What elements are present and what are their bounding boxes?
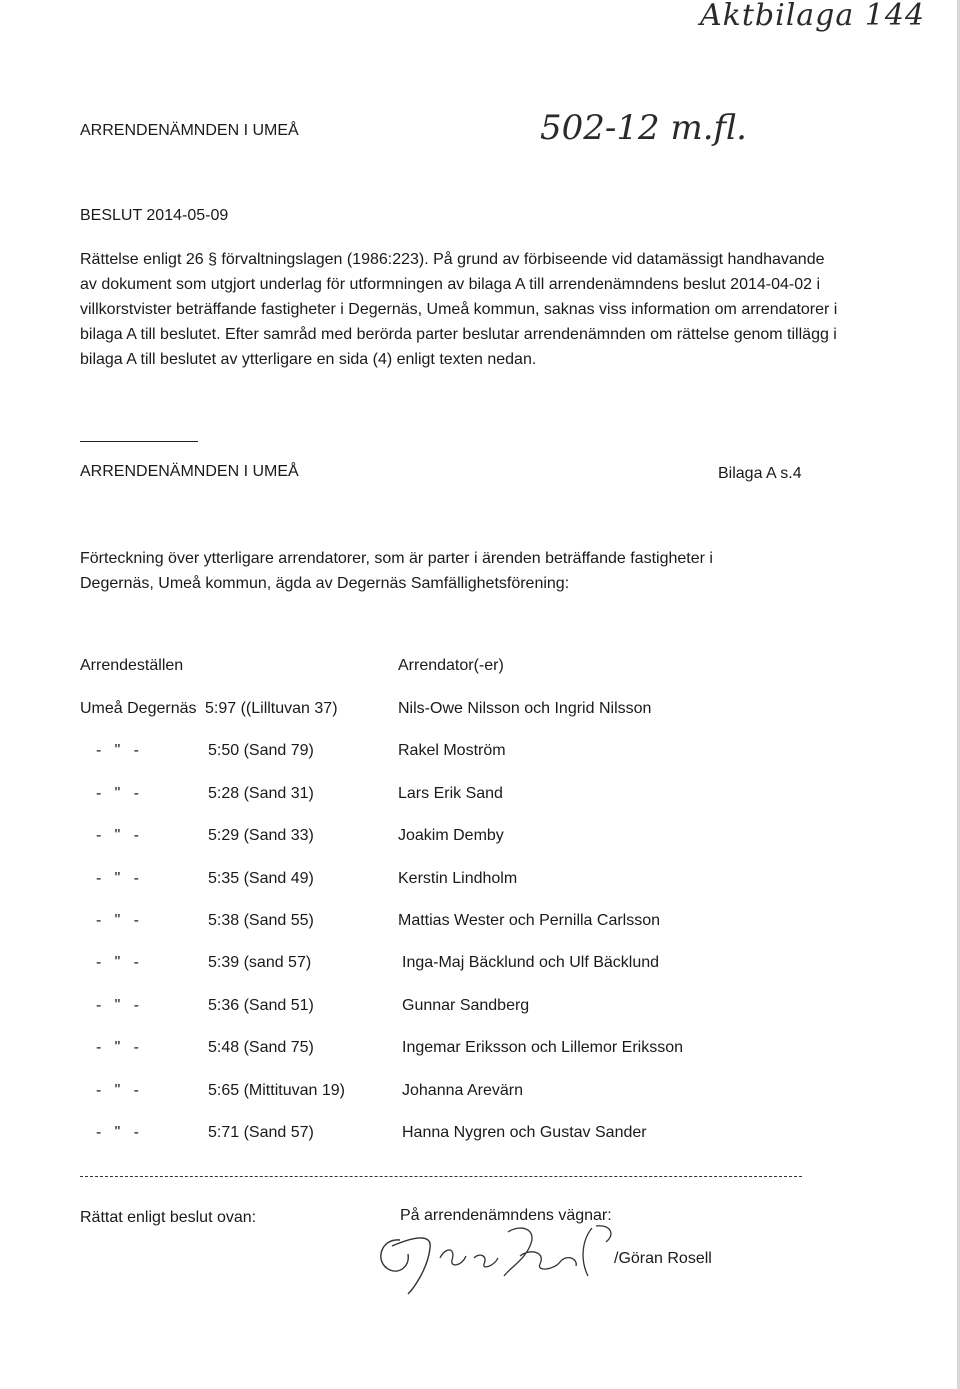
row-place: 5:48 (Sand 75): [208, 1039, 314, 1056]
row-place: 5:71 (Sand 57): [208, 1124, 314, 1141]
row-tenant: Joakim Demby: [398, 827, 504, 844]
on-behalf-statement: På arrendenämndens vägnar:: [400, 1207, 612, 1224]
row-prefix: - " -: [96, 997, 140, 1014]
row-tenant: Johanna Arevärn: [402, 1082, 523, 1099]
appendix-intro: Förteckning över ytterligare arrendatorer, som är parter i ärenden beträffande fastigheter i Degernäs, Umeå kommun, ägda av Degernäs Samfällighetsförening:: [80, 550, 713, 592]
row-prefix: - " -: [96, 1082, 140, 1099]
row-place: 5:65 (Mittituvan 19): [208, 1082, 345, 1099]
decision-paragraph: Rättelse enligt 26 § förvaltningslagen (1986:223). På grund av förbiseende vid datamässigt handhavande av dokument som utgjort underlag för utformningen av bilaga A till arrendenämndens beslut 2014-04-02 i villkorstvister beträffande fastigheter i Degernäs, Umeå kommun, saknas viss information om arrendatorer i bilaga A till beslutet. Efter samråd med berörda parter beslutar arrendenämnden om rättelse genom tillägg i bilaga A till beslutet av ytterligare en sida (4) enligt texten nedan.: [80, 251, 838, 368]
handwritten-signature: [370, 1218, 630, 1298]
row-tenant: Inga-Maj Bäcklund och Ulf Bäcklund: [402, 954, 660, 971]
column-header-place: Arrendeställen: [80, 657, 184, 674]
row-place: 5:38 (Sand 55): [208, 912, 314, 929]
appendix-label: Bilaga A s.4: [718, 465, 802, 482]
handwritten-aktbilaga: Aktbilaga 144: [700, 0, 926, 33]
row-prefix: - " -: [96, 827, 140, 844]
row-prefix: - " -: [96, 954, 140, 971]
separator-short-rule: [80, 441, 198, 442]
row-place: 5:50 (Sand 79): [208, 742, 314, 759]
corrected-statement: Rättat enligt beslut ovan:: [80, 1209, 257, 1226]
row-tenant: Nils-Owe Nilsson och Ingrid Nilsson: [398, 700, 652, 717]
row-tenant: Kerstin Lindholm: [398, 870, 518, 887]
row-tenant: Rakel Moström: [398, 742, 506, 759]
row-prefix: - " -: [96, 1124, 140, 1141]
column-header-tenant: Arrendator(-er): [398, 657, 504, 674]
handwritten-case-number: 502-12 m.fl.: [540, 108, 747, 148]
row-prefix: - " -: [96, 912, 140, 929]
row-place: 5:28 (Sand 31): [208, 785, 314, 802]
row-place: 5:97 ((Lilltuvan 37): [205, 700, 338, 717]
row-tenant: Hanna Nygren och Gustav Sander: [402, 1124, 647, 1141]
row-place: 5:36 (Sand 51): [208, 997, 314, 1014]
dashed-separator: [80, 1176, 802, 1177]
row-tenant: Mattias Wester och Pernilla Carlsson: [398, 912, 661, 929]
appendix-org-header: ARRENDENÄMNDEN I UMEÅ: [80, 463, 299, 480]
row-place: 5:29 (Sand 33): [208, 827, 314, 844]
row-prefix: - " -: [96, 870, 140, 887]
row-prefix: - " -: [96, 742, 140, 759]
row-tenant: Ingemar Eriksson och Lillemor Eriksson: [402, 1039, 683, 1056]
row-place: 5:35 (Sand 49): [208, 870, 314, 887]
row-place: 5:39 (sand 57): [208, 954, 312, 971]
row-prefix: - " -: [96, 785, 140, 802]
row-prefix: - " -: [96, 1039, 140, 1056]
signer-name: /Göran Rosell: [614, 1250, 712, 1267]
row-tenant: Lars Erik Sand: [398, 785, 503, 802]
row-tenant: Gunnar Sandberg: [402, 997, 530, 1014]
decision-title: BESLUT 2014-05-09: [80, 207, 229, 224]
org-header: ARRENDENÄMNDEN I UMEÅ: [80, 122, 299, 139]
row-prefix: Umeå Degernäs: [80, 700, 197, 717]
